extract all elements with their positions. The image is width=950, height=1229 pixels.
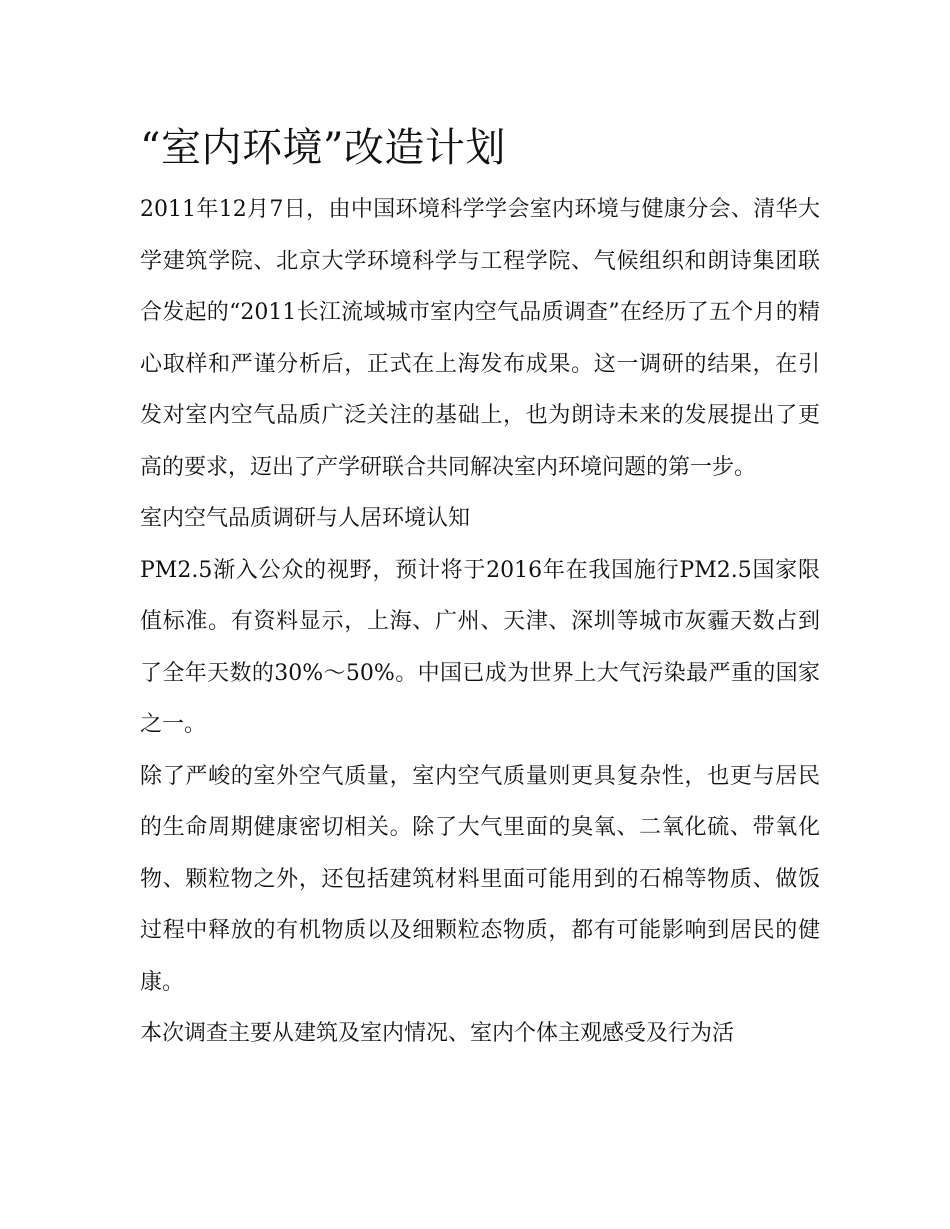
document-body bbox=[140, 112, 820, 1060]
section-heading: 室内空气品质调研与人居环境认知 bbox=[140, 506, 471, 531]
survey-paragraph: 本次调查主要从建筑及室内情况、室内个体主观感受及行为活 bbox=[140, 1021, 735, 1046]
page-title: “室内环境”改造计划 bbox=[140, 125, 506, 171]
intro-paragraph: 2011年12月7日，由中国环境科学学会室内环境与健康分会、清华大学建筑学院、北京大学环境科学与工程学院、气候组织和朗诗集团联合发起的“2011长江流域城市室内空气品质调查”在经历了五个月的精心取样和严谨分析后，正式在上海发布成果。这一调研的结果，在引发对室内空气品质广泛关注的基础上，也为朗诗未来的发展提出了更高的要求，迈出了产学研联合共同解决室内环境问题的第一步。 bbox=[140, 197, 820, 480]
indoor-air-paragraph: 除了严峻的室外空气质量，室内空气质量则更具复杂性，也更与居民的生命周期健康密切相关。除了大气里面的臭氧、二氧化硫、带氧化物、颗粒物之外，还包括建筑材料里面可能用到的石棉等物质、做饭过程中释放的有机物质以及细颗粒态物质，都有可能影响到居民的健康。 bbox=[140, 763, 820, 995]
pm25-paragraph: PM2.5渐入公众的视野，预计将于2016年在我国施行PM2.5国家限值标准。有资料显示，上海、广州、天津、深圳等城市灰霾天数占到了全年天数的30%～50%。中国已成为世界上大气污染最严重的国家之一。 bbox=[140, 557, 820, 737]
